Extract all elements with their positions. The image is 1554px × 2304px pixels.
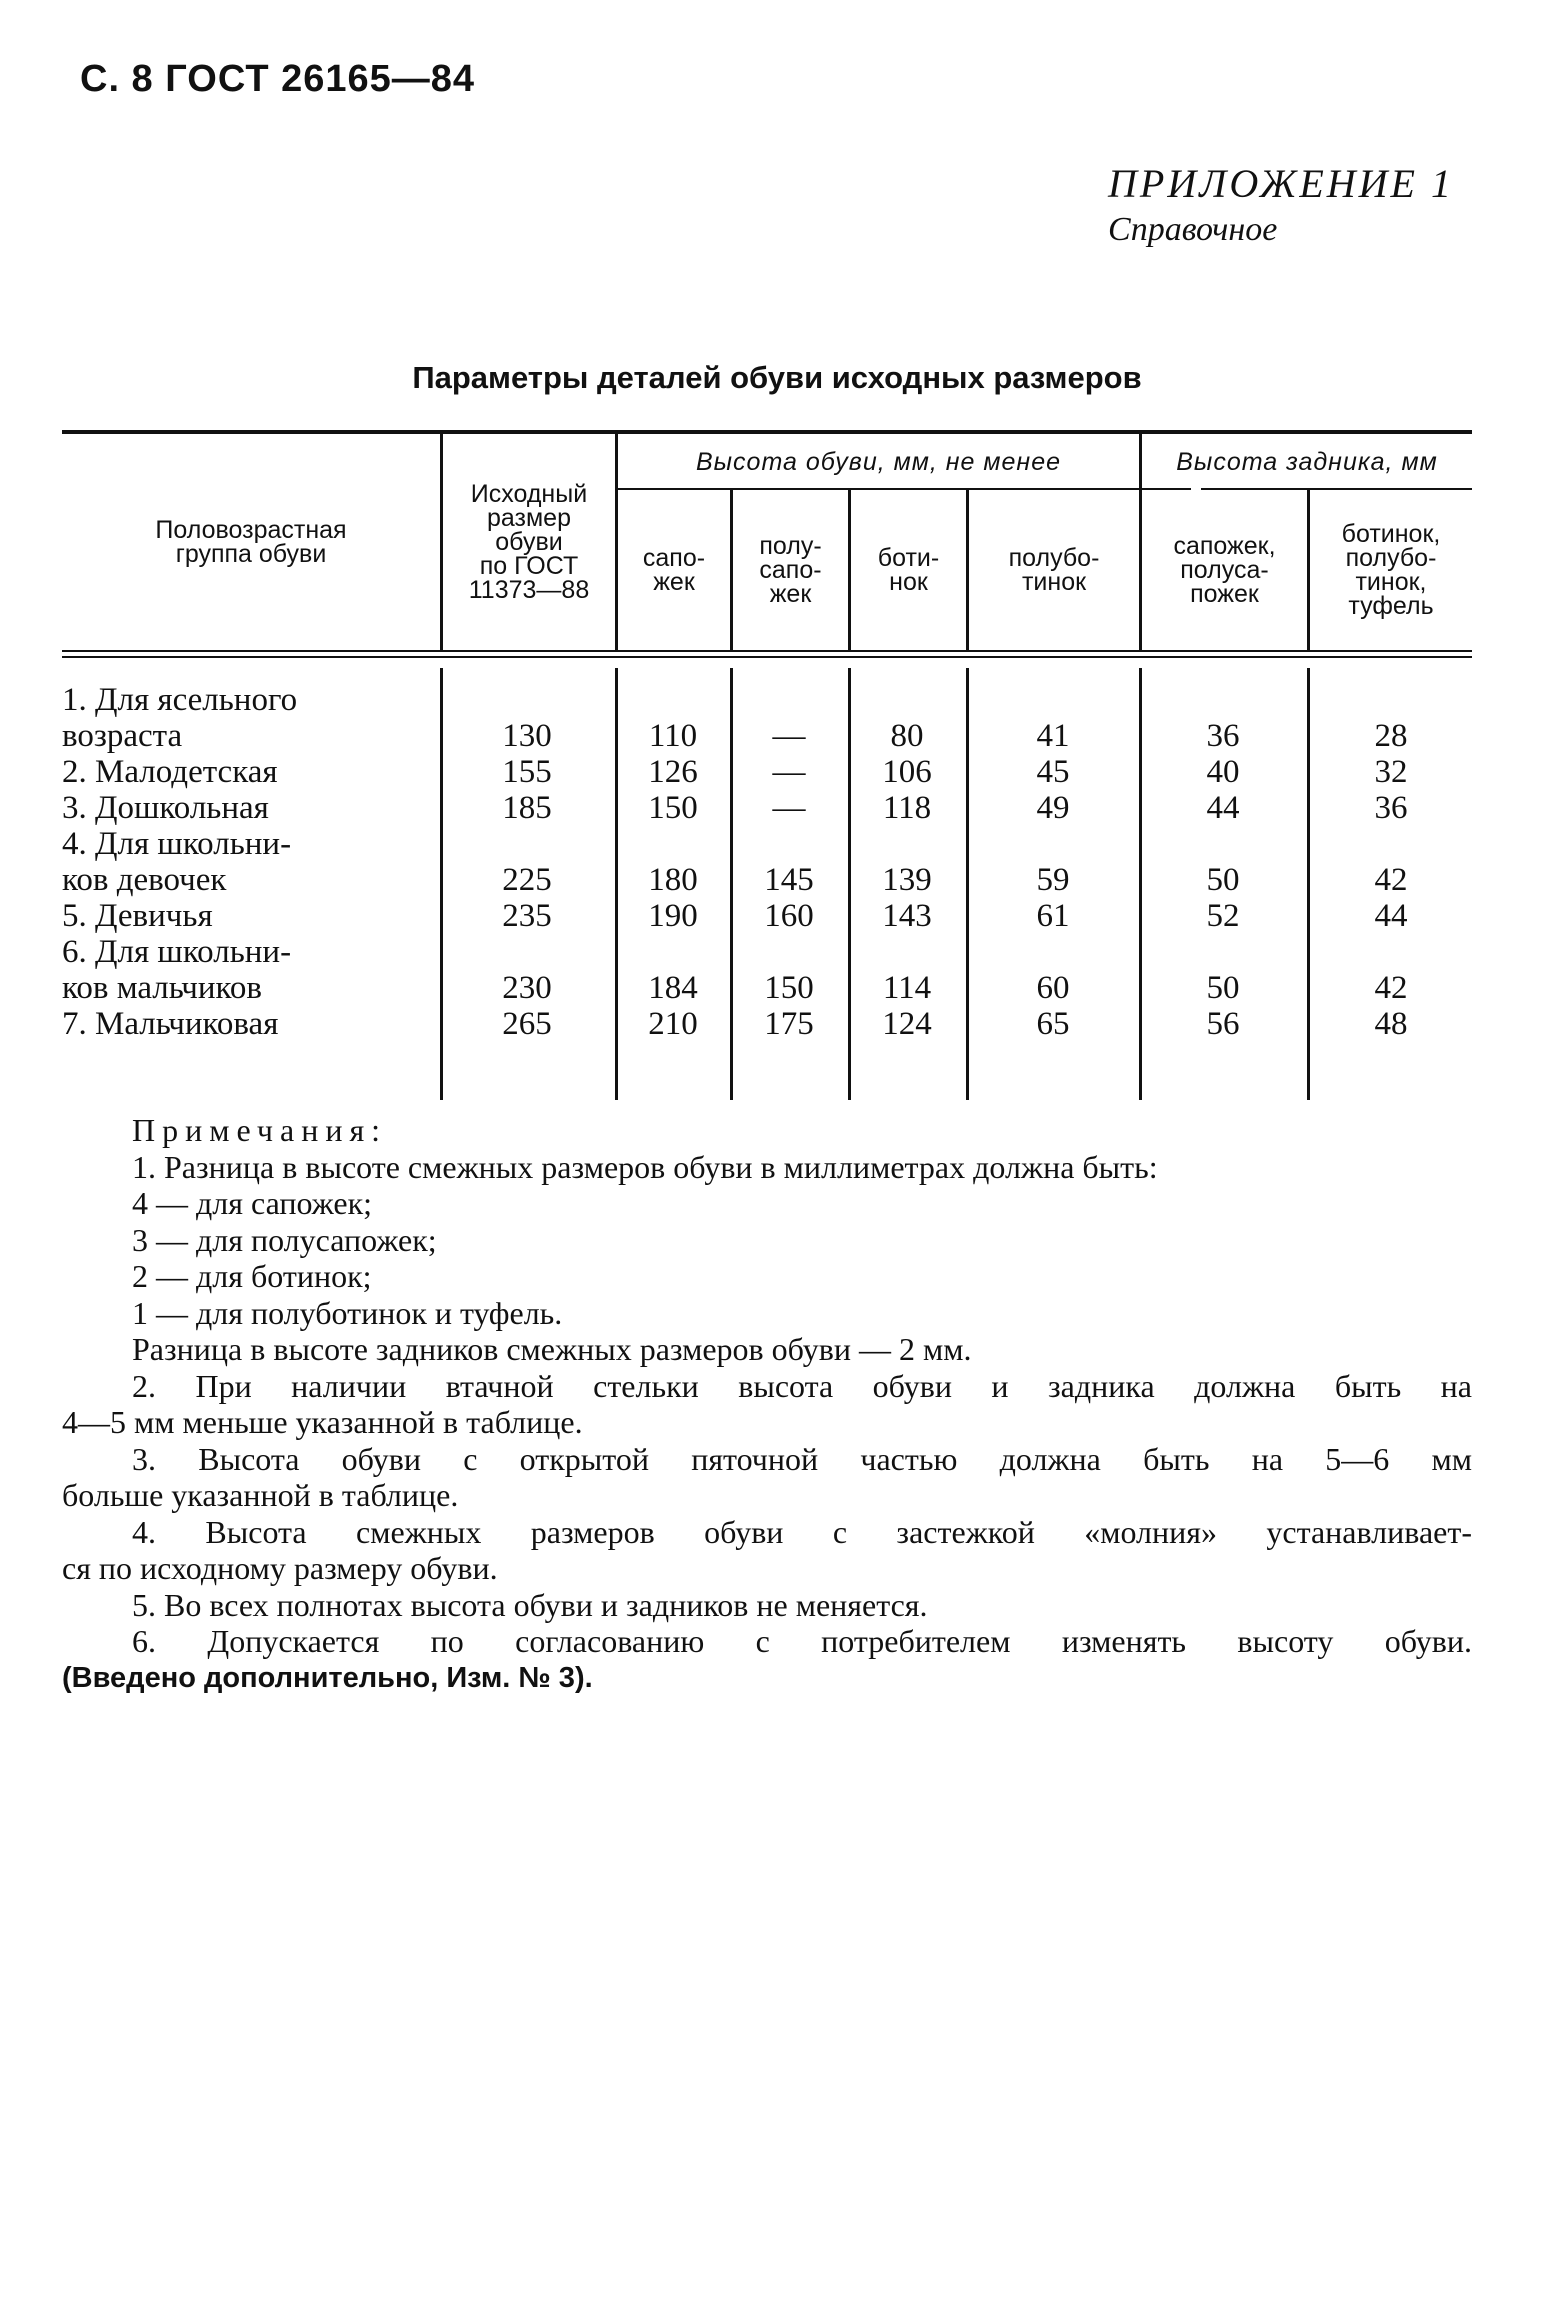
cell-heel-a: 36 <box>1206 718 1240 754</box>
row-label: 6. Для школьни- ков мальчиков <box>62 934 292 1006</box>
header-polusapozhek: полу- сапо- жек <box>759 532 822 608</box>
row-label: 5. Девичья <box>62 898 213 934</box>
body-divider <box>730 668 733 1100</box>
cell-polusapozhek: 160 <box>764 898 814 934</box>
header-bottom-rule-2 <box>62 656 1472 658</box>
row-label: 4. Для школьни- ков девочек <box>62 826 292 898</box>
cell-botinok: 114 <box>882 970 932 1006</box>
cell-heel-b: 48 <box>1374 1006 1408 1042</box>
cell-polubotinok: 41 <box>1036 718 1070 754</box>
cell-sapozhek: 190 <box>648 898 698 934</box>
note-6: 6. Допускается по согласованию с потребителем изменять высоту обуви. <box>132 1623 1472 1659</box>
cell-sapozhek: 184 <box>648 970 698 1006</box>
note-1-heel: Разница в высоте задников смежных размеров обуви — 2 мм. <box>132 1331 972 1367</box>
note-1-item: 4 — для сапожек; <box>132 1185 372 1221</box>
cell-size: 130 <box>502 718 552 754</box>
header-size: Исходный размер обуви по ГОСТ 11373—88 <box>468 480 590 604</box>
note-4-continued: ся по исходному размеру обуви. <box>62 1550 498 1586</box>
body-divider <box>848 668 851 1100</box>
cell-botinok: 139 <box>882 862 932 898</box>
row-label: 2. Малодетская <box>62 754 278 790</box>
cell-botinok: 118 <box>882 790 932 826</box>
cell-heel-a: 44 <box>1206 790 1240 826</box>
page-header: С. 8 ГОСТ 26165—84 <box>80 58 476 100</box>
row-label: 1. Для ясельного возраста <box>62 682 298 754</box>
body-divider <box>966 668 969 1100</box>
cell-heel-b: 28 <box>1374 718 1408 754</box>
cell-sapozhek: 210 <box>648 1006 698 1042</box>
header-heel-botinok: ботинок, полубо- тинок, туфель <box>1341 520 1441 620</box>
note-1-item: 1 — для полуботинок и туфель. <box>132 1294 563 1331</box>
cell-heel-b: 42 <box>1374 970 1408 1006</box>
note-1: 1. Разница в высоте смежных размеров обуви в миллиметрах должна быть: <box>132 1148 1158 1185</box>
cell-polusapozhek: 175 <box>764 1006 814 1042</box>
cell-polubotinok: 59 <box>1036 862 1070 898</box>
row-label: 3. Дошкольная <box>62 790 269 826</box>
parameters-table <box>62 430 1472 1100</box>
appendix-subtitle: Справочное <box>1108 211 1278 248</box>
amendment-note: (Введено дополнительно, Изм. № 3). <box>62 1661 593 1694</box>
header-group: Половозрастная группа обуви <box>155 516 347 568</box>
note-5: 5. Во всех полнотах высота обуви и задников не меняется. <box>132 1586 928 1623</box>
body-divider <box>1139 668 1142 1100</box>
cell-polubotinok: 49 <box>1036 790 1070 826</box>
cell-sapozhek: 110 <box>648 718 698 754</box>
subheader-rule-heel <box>1201 488 1472 490</box>
header-botinok: боти- нок <box>877 544 940 596</box>
header-sapozhek: сапо- жек <box>642 544 706 596</box>
cell-size: 225 <box>502 862 552 898</box>
note-2-continued: 4—5 мм меньше указанной в таблице. <box>62 1404 583 1440</box>
note-1-item: 2 — для ботинок; <box>132 1258 372 1294</box>
cell-heel-a: 40 <box>1206 754 1240 790</box>
table-top-rule <box>62 430 1472 434</box>
cell-heel-a: 50 <box>1206 970 1240 1006</box>
row-label: 7. Мальчиковая <box>62 1006 279 1042</box>
note-2: 2. При наличии втачной стельки высота обуви и задника должна быть на <box>132 1367 1472 1404</box>
cell-polubotinok: 60 <box>1036 970 1070 1006</box>
cell-size: 155 <box>502 754 552 790</box>
cell-polubotinok: 45 <box>1036 754 1070 790</box>
cell-polusapozhek: 145 <box>764 862 814 898</box>
header-bottom-rule <box>62 650 1472 652</box>
cell-size: 185 <box>502 790 552 826</box>
table-title: Параметры деталей обуви исходных размеров <box>412 360 1142 395</box>
cell-polusapozhek: — <box>772 754 806 790</box>
body-divider <box>440 668 443 1100</box>
cell-size: 235 <box>502 898 552 934</box>
notes-heading: Примечания: <box>132 1112 388 1148</box>
cell-botinok: 80 <box>890 718 924 754</box>
header-polubotinok: полубо- тинок <box>1008 544 1100 596</box>
header-heel-sapozhek: сапожек, полуса- пожек <box>1173 532 1276 608</box>
cell-sapozhek: 180 <box>648 862 698 898</box>
cell-size: 265 <box>502 1006 552 1042</box>
cell-botinok: 124 <box>882 1006 932 1042</box>
cell-sapozhek: 126 <box>648 754 698 790</box>
note-4: 4. Высота смежных размеров обуви с застежкой «молния» устанавливает- <box>132 1513 1472 1550</box>
cell-heel-a: 56 <box>1206 1006 1240 1042</box>
cell-heel-b: 32 <box>1374 754 1408 790</box>
notes-section <box>62 1112 1472 1696</box>
appendix-block <box>1108 160 1454 249</box>
body-divider <box>1307 668 1310 1100</box>
cell-botinok: 143 <box>882 898 932 934</box>
subheader-rule-height <box>615 488 1191 490</box>
cell-heel-b: 42 <box>1374 862 1408 898</box>
cell-botinok: 106 <box>882 754 932 790</box>
header-heel-group: Высота задника, мм <box>1176 448 1438 476</box>
cell-heel-b: 36 <box>1374 790 1408 826</box>
note-1-item: 3 — для полусапожек; <box>132 1221 437 1258</box>
cell-polusapozhek: 150 <box>764 970 814 1006</box>
header-height-group: Высота обуви, мм, не менее <box>695 448 1061 476</box>
cell-heel-b: 44 <box>1374 898 1408 934</box>
cell-heel-a: 52 <box>1206 898 1240 934</box>
cell-sapozhek: 150 <box>648 790 698 826</box>
cell-polubotinok: 65 <box>1036 1006 1070 1042</box>
note-3: 3. Высота обуви с открытой пяточной частью должна быть на 5—6 мм <box>132 1440 1472 1477</box>
cell-polusapozhek: — <box>772 718 806 754</box>
cell-heel-a: 50 <box>1206 862 1240 898</box>
appendix-title: ПРИЛОЖЕНИЕ 1 <box>1108 161 1454 206</box>
cell-size: 230 <box>502 970 552 1006</box>
cell-polusapozhek: — <box>772 790 806 826</box>
cell-polubotinok: 61 <box>1036 898 1070 934</box>
note-3-continued: больше указанной в таблице. <box>62 1477 459 1513</box>
